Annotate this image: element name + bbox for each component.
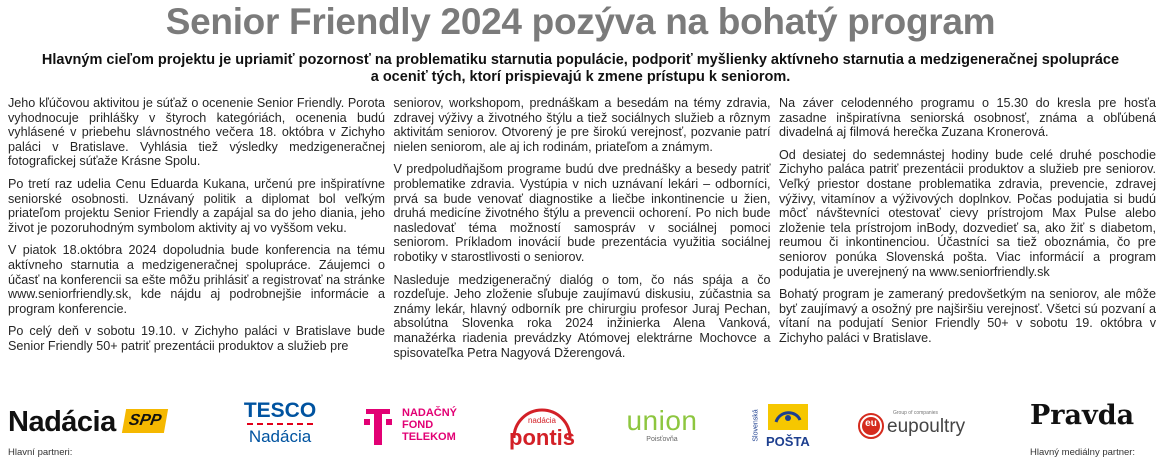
- main-partners-label: Hlavní partneri:: [8, 447, 73, 458]
- text-column-2: [394, 96, 771, 384]
- posta-logo: [754, 404, 814, 454]
- paragraph: seniorov, workshopom, prednáškam a besedám na témy zdravia, zdravej výživy a životného štýlu a tiež sociálnych služieb a rôznym aktivitám seniorov. Otvorený je pre širokú verejnosť, pozvanie patrí nielen seniorom, ale aj ich rodinám, priateľom a známym.: [393, 96, 771, 154]
- pontis-word: pontis: [509, 425, 575, 450]
- paragraph: Na záver celodenného programu o 15.30 do kresla pre hosťa zasadne inšpiratívna seniorská osobnosť, známa a obľúbená divadelná aj filmová herečka Zuzana Kronerová.: [779, 96, 1156, 140]
- telekom-line-3: TELEKOM: [402, 431, 456, 443]
- eupoultry-circle-text: eu: [865, 418, 877, 429]
- eupoultry-logo: [857, 410, 966, 446]
- paragraph: Po celý deň v sobotu 19.10. v Zichyho paláci v Bratislave bude Senior Friendly 50+ patriť prezentácii produktov a služieb pre: [8, 324, 385, 353]
- telekom-line-2: FOND: [402, 419, 434, 431]
- article-lead: Hlavným cieľom projektu je upriamiť pozornosť na problematiku starnutia populácie, podporiť myšlienky aktívneho starnutia a medzigeneračnej spolupráce a oceniť tých, ktorí prispievajú k zmene prístupu k seniorom.: [41, 52, 1120, 85]
- union-word: union: [626, 405, 698, 436]
- paragraph: V piatok 18.októbra 2024 dopoludnia bude konferencia na tému aktívneho starnutia a medzigeneračnej spolupráce. Záujemci o účasť na konferencii sa ešte môžu prihlásiť a registrovať na stránke www.seniorfriendly.sk, kde nájdu aj podrobnejšie informácie a program konferencie.: [8, 243, 385, 316]
- tesco-nadacia-word: Nadácia: [248, 427, 312, 446]
- paragraph: Od desiatej do sedemnástej hodiny bude celé druhé poschodie Zichyho paláca patriť prezentácii produktov a služieb pre seniorov. Veľký priestor dostane problematika zdravia, prevencie, zdravej výživy, vitamínov a výživových doplnkov. Počas podujatia si budú môcť návštevníci otestovať cievy prístrojom Max Pulse alebo zloženie tela prístrojom inBody, dozvedieť sa, ako žiť s diabetom, reumou či inkontinenciou. Účastníci sa tiež oboznámia, čo pre seniorov ponúka Slovenská pošta. Viac informácií a program podujatia je uverejnený na www.seniorfriendly.sk: [779, 147, 1156, 279]
- eupoultry-word: eupoultry: [887, 416, 966, 437]
- telekom-t-icon: [362, 407, 394, 447]
- pravda-word: Pravda: [1030, 400, 1135, 431]
- telekom-line-1: NADAČNÝ: [402, 407, 457, 419]
- union-sub: Poisťovňa: [646, 436, 678, 443]
- tesco-stripes: [247, 423, 313, 425]
- paragraph: V predpoludňajšom programe budú dve prednášky a besedy patriť problematike zdravia. Vystúpia v nich uznávaní lekári – odborníci, prvá sa bude venovať diagnostike a liečbe inkontinencie u žien, druhá medicíne životného štýlu a prevencii ochorení. Po nich bude nasledovať téma možností samospráv v sociálnej pomoci seniorom. Príkladom inovácií bude prezentácia využitia sociálnej robotiky v starostlivosti o seniorov.: [393, 162, 771, 264]
- posta-word: POŠTA: [766, 434, 810, 449]
- media-partner-label: Hlavný mediálny partner:: [1030, 447, 1136, 458]
- paragraph: Po tretí raz udelia Cenu Eduarda Kukana, určenú pre inšpiratívne seniorské osobnosti. Uznávaný politik a diplomat bol veľkým priateľom projektu Senior Friendly a zapájal sa do jeho diania, jeho život je pozoruhodným symbolom aktivity aj vo vyššom veku.: [8, 176, 385, 235]
- pravda-logo: [1030, 400, 1134, 431]
- eupoultry-small: Group of companies: [893, 410, 939, 416]
- union-logo: [620, 406, 704, 443]
- paragraph: Nasleduje medzigeneračný dialóg o tom, čo nás spája a čo rozdeľuje. Jeho zloženie sľubuje zaujímavú diskusiu, zúčastnia sa známy lekár, hlavný odborník pre chirurgiu profesor Juraj Pechan, absolútna Slovenka roka 2024 inžinierka Alena Vanková, manažérka riadenia prevádzky Atómovej elektrárne Mochovce a spisovateľka Petra Nagyová Džerengová.: [393, 272, 771, 360]
- tesco-nadacia-logo: [240, 400, 320, 447]
- pontis-small-word: nadácia: [527, 416, 557, 425]
- text-column-3: [779, 96, 1156, 384]
- tesco-word: TESCO: [243, 399, 317, 422]
- text-column-1: [8, 96, 385, 384]
- partners-strip: [0, 394, 1161, 463]
- paragraph: Jeho kľúčovou aktivitou je súťaž o ocenenie Senior Friendly. Porota vyhodnocuje prihlášky v štyroch kategóriách, ocenenia budú vyhlásené v priebehu slávnostného večera 18. októbra v Zichyho paláci v Bratislave. Vyhlásia tiež výsledky medzigeneračnej fotografickej súťaže Krásne Spolu.: [8, 96, 385, 169]
- article-body: [8, 96, 1156, 384]
- nadacia-spp-logo: [8, 406, 166, 439]
- posta-vertical-word: Slovenská: [752, 409, 760, 442]
- pontis-logo: [508, 398, 576, 454]
- posta-horn-icon: [768, 404, 808, 430]
- nadacia-spp-word: Nadácia: [8, 406, 116, 438]
- article-title: Senior Friendly 2024 pozýva na bohatý program: [165, 1, 996, 42]
- spp-badge: SPP: [122, 409, 168, 433]
- paragraph: Bohatý program je zameraný predovšetkým na seniorov, ale môže byť zaujímavý a osožný pre najširšiu verejnosť. Všetci sú pozvaní a vítaní na podujatí Senior Friendly 50+ v sobotu 19. októbra v Zichyho paláci v Bratislave.: [779, 287, 1156, 345]
